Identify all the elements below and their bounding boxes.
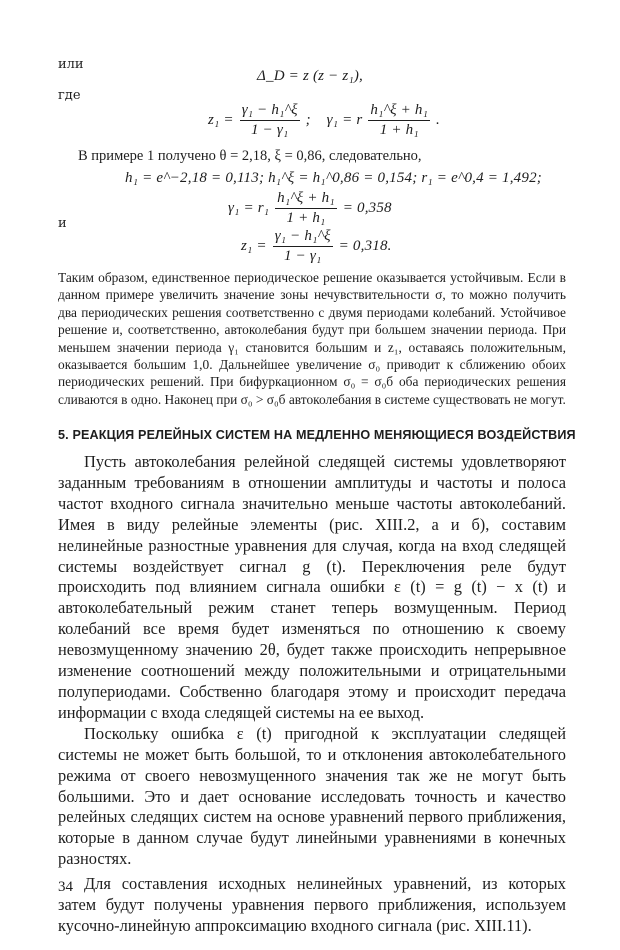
- eq-gamma-end: .: [435, 111, 440, 128]
- eq-z1b-label: z₁ =: [241, 237, 267, 254]
- eq-gamma-fraction: [368, 102, 430, 139]
- eq-gamma-denominator: 1 + h₁: [379, 122, 419, 138]
- word-gde: где: [58, 88, 81, 103]
- example-line: В примере 1 получено θ = 2,18, ξ = 0,86, следовательно,: [78, 148, 422, 164]
- equation-h1-line: h₁ = e^−2,18 = 0,113; h₁^ξ = h₁^0,86 = 0,154; r₁ = e^0,4 = 1,492;: [125, 170, 542, 186]
- eq-g1-fraction: [275, 190, 337, 227]
- word-i: и: [58, 216, 67, 231]
- page-number: 34: [58, 879, 73, 895]
- eq-z1b-numerator: γ₁ − h₁^ξ: [273, 228, 333, 247]
- eq-g1-label: γ₁ = r₁: [228, 199, 270, 216]
- small-paragraph-block: [58, 269, 566, 408]
- eq-z1-fraction: [240, 102, 300, 139]
- eq-gamma-label: γ₁ = r: [326, 111, 363, 128]
- eq-z1b-denominator: 1 − γ₁: [283, 248, 322, 264]
- section-heading: 5. РЕАКЦИЯ РЕЛЕЙНЫХ СИСТЕМ НА МЕДЛЕННО МЕНЯЮЩИЕСЯ ВОЗДЕЙСТВИЯ: [58, 428, 576, 442]
- word-ili: или: [58, 57, 84, 72]
- paragraph-3: Для составления исходных нелинейных уравнений, из которых затем будут получены уравнения первого приближения, используем кусочно-линейную аппроксимацию входного сигнала (рис. XIII.11).: [58, 874, 566, 935]
- equation-gamma1: [228, 190, 392, 227]
- eq-z1-numerator: γ₁ − h₁^ξ: [240, 102, 300, 121]
- eq-z1b-fraction: [273, 228, 333, 265]
- eq-g1-value: = 0,358: [342, 199, 392, 216]
- eq-z1-label: z₁ =: [208, 111, 234, 128]
- paragraph-2: Поскольку ошибка ε (t) пригодной к эксплуатации следящей системы не может быть большой, то и отклонения автоколебательного режима от своего невозмущенного значения так же не могут быть большими. Это и дает основание исследовать точность и качество релейных следящих систем на основе уравнений первого приближения, которые в данном случае будут линейными уравнениями в конечных разностях.: [58, 723, 566, 869]
- eq-g1-numerator: h₁^ξ + h₁: [275, 190, 337, 209]
- equation-delta: Δ_D = z (z − z₁),: [257, 68, 363, 84]
- eq-z1-denominator: 1 − γ₁: [250, 122, 289, 138]
- main-text: [58, 452, 566, 937]
- eq-g1-denominator: 1 + h₁: [286, 210, 326, 226]
- small-paragraph: Таким образом, единственное периодическое решение оказывается устойчивым. Если в данном примере увеличить значение зоны нечувствительности σ, то можно получить два периодических решения соответственно с двумя периодами колебаний. Устойчивое решение и, соответственно, автоколебания будут при большем значении периода. При меньшем значении периода γ₁ становится большим и z₁, оставаясь положительным, оказывается большим 1,0. Дальнейшее увеличение σ₀ приводит к сближению обоих периодических решений. При бифуркационном σ₀ = σ₀б оба периодических решения сливаются в одно. Наконец при σ₀ > σ₀б автоколебания в системе существовать не могут.: [58, 270, 566, 407]
- eq-gamma-numerator: h₁^ξ + h₁: [368, 102, 430, 121]
- equation-z1-gamma: [208, 102, 440, 139]
- eq-separator: ;: [305, 111, 311, 128]
- equation-z1-value: [241, 228, 392, 265]
- eq-z1b-value: = 0,318.: [338, 237, 392, 254]
- paragraph-1: Пусть автоколебания релейной следящей системы удовлетворяют заданным требованиям в отношении амплитуды и частоты и полоса частот входного сигнала значительно меньше частоты автоколебаний. Имея в виду релейные элементы (рис. XIII.2, а и б), составим нелинейные разностные уравнения для случая, когда на вход следящей системы воздействует сигнал g (t). Переключения реле будут происходить под влиянием сигнала ошибки ε (t) = g (t) − x (t) и автоколебательный режим станет теперь возмущенным. Период колебаний все время будет изменяться по отношению к своему невозмущенному значению 2θ, будет также происходить непрерывное изменение соотношений между положительными и отрицательными полупериодами. Собственно благодаря этому и происходит передача информации с входа следящей системы на ее выход.: [58, 452, 566, 722]
